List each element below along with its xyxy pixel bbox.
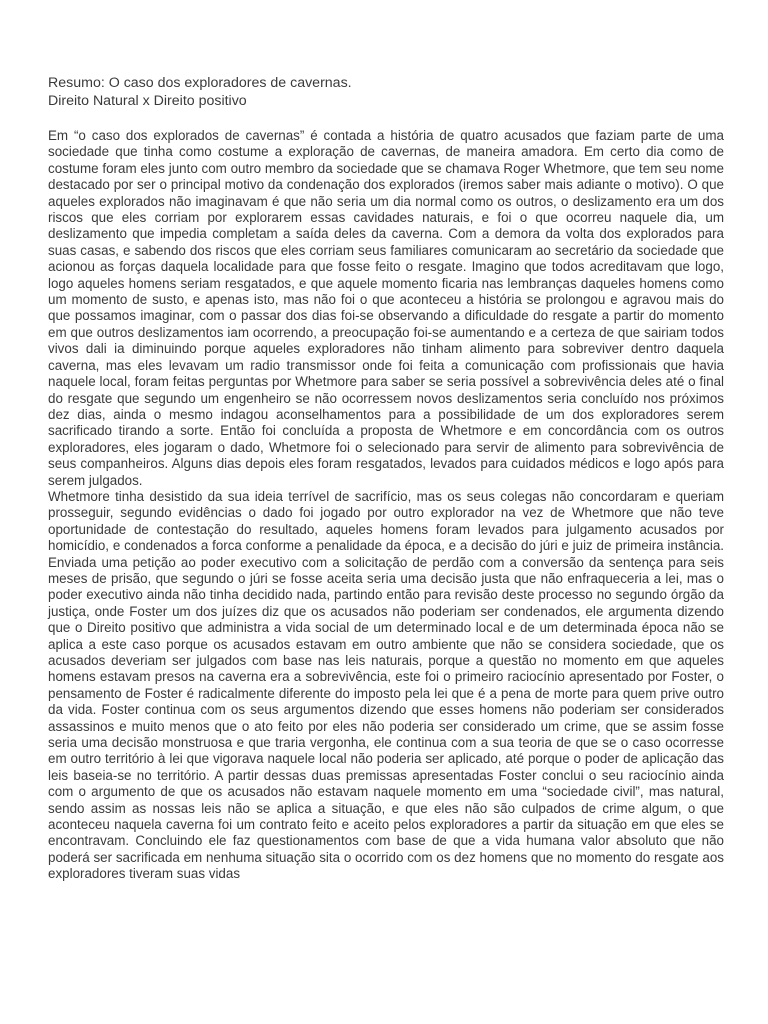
document-subtitle: Direito Natural x Direito positivo: [48, 93, 247, 109]
paragraph-2: Whetmore tinha desistido da sua ideia terrível de sacrifício, mas os seus colegas não concordaram e queriam prosseguir, segundo evidências o dado foi jogado por outro explorador na vez de Whetmore que não teve oportunidade de contestação do resultado, aqueles homens foram levados para julgamento acusados por homicídio, e condenados a forca conforme a penalidade da época, e a decisão do júri e juiz de primeira instância. Enviada uma petição ao poder executivo com a solicitação de perdão com a conversão da sentença para seis meses de prisão, que segundo o júri se fosse aceita seria uma decisão justa que não enfraqueceria a lei, mas o poder executivo ainda não tinha decidido nada, partindo então para revisão deste processo no segundo órgão da justiça, onde Foster um dos juízes diz que os acusados não poderiam ser condenados, ele argumenta dizendo que o Direito positivo que administra a vida social de um determinado local e de um determinada época não se aplica a este caso porque os acusados estavam em outro ambiente que não se considera sociedade, que os acusados deveriam ser julgados com base nas leis naturais, porque a questão no momento em que aqueles homens estavam presos na caverna era a sobrevivência, este foi o primeiro raciocínio apresentado por Foster, o pensamento de Foster é radicalmente diferente do imposto pela lei que é a pena de morte para quem prive outro da vida. Foster continua com os seus argumentos dizendo que esses homens não poderiam ser considerados assassinos e muito menos que o ato feito por eles não poderia ser considerado um crime, que se assim fosse seria uma decisão monstruosa e que traria vergonha, ele continua com a sua teoria de que se o caso ocorresse em outro território à lei que vigorava naquele local não poderia ser aplicado, até porque o poder de aplicação das leis baseia-se no território. A partir dessas duas premissas apresentadas Foster conclui o seu raciocínio ainda com o argumento de que os acusados não estavam naquele momento em uma “sociedade civil”, mas natural, sendo assim as nossas leis não se aplica a situação, e que eles não são culpados de crime algum, o que aconteceu naquela caverna foi um contrato feito e aceito pelos exploradores a partir da situação em que eles se encontravam. Concluindo ele faz questionamentos com base de que a vida humana valor absoluto que não poderá ser sacrificada em nenhuma situação sita o ocorrido com os dez homens que no momento do resgate aos exploradores tiveram suas vidas: [48, 488, 724, 882]
document-title-line-1: Resumo: O caso dos exploradores de cavernas.: [48, 75, 352, 91]
paragraph-1: Em “o caso dos explorados de cavernas” é contada a história de quatro acusados que faziam parte de uma sociedade que tinha como costume a exploração de cavernas, de maneira amadora. Em certo dia como de costume foram eles junto com outro membro da sociedade que se chamava Roger Whetmore, que tem seu nome destacado por ser o principal motivo da condenação dos explorados (iremos saber mais adiante o motivo). O que aqueles explorados não imaginavam é que não seria um dia normal como os outros, o deslizamento era um dos riscos que eles corriam por explorarem essas cavidades naturais, e foi o que ocorreu naquele dia, um deslizamento que impedia completam a saída deles da caverna. Com a demora da volta dos explorados para suas casas, e sabendo dos riscos que eles corriam seus familiares comunicaram ao secretário da sociedade que acionou as forças daquela localidade para que fosse feito o resgate. Imagino que todos acreditavam que logo, logo aqueles homens seriam resgatados, e que aquele momento ficaria nas lembranças daqueles homens como um momento de susto, e apenas isto, mas não foi o que aconteceu a história se prolongou e agravou mais do que possamos imaginar, com o passar dos dias foi-se observando a dificuldade do resgate a partir do momento em que outros deslizamentos iam ocorrendo, a preocupação foi-se aumentando e a certeza de que sairiam todos vivos dali ia diminuindo porque aqueles exploradores não tinham alimento para sobreviver dentro daquela caverna, mas eles levavam um radio transmissor onde foi feita a comunicação com profissionais que havia naquele local, foram feitas perguntas por Whetmore para saber se seria possível a sobrevivência deles até o final do resgate que segundo um engenheiro se não ocorressem novos deslizamentos seria concluído nos próximos dez dias, ainda o mesmo indagou aconselhamentos para a possibilidade de um dos exploradores serem sacrificado tirando a sorte. Então foi concluída a proposta de Whetmore e em concordância com os outros exploradores, eles jogaram o dado, Whetmore foi o selecionado para servir de alimento para sobrevivência de seus companheiros. Alguns dias depois eles foram resgatados, levados para cuidados médicos e logo após para serem julgados.: [48, 128, 724, 488]
document-title: [48, 74, 724, 110]
document-page: [48, 74, 724, 883]
